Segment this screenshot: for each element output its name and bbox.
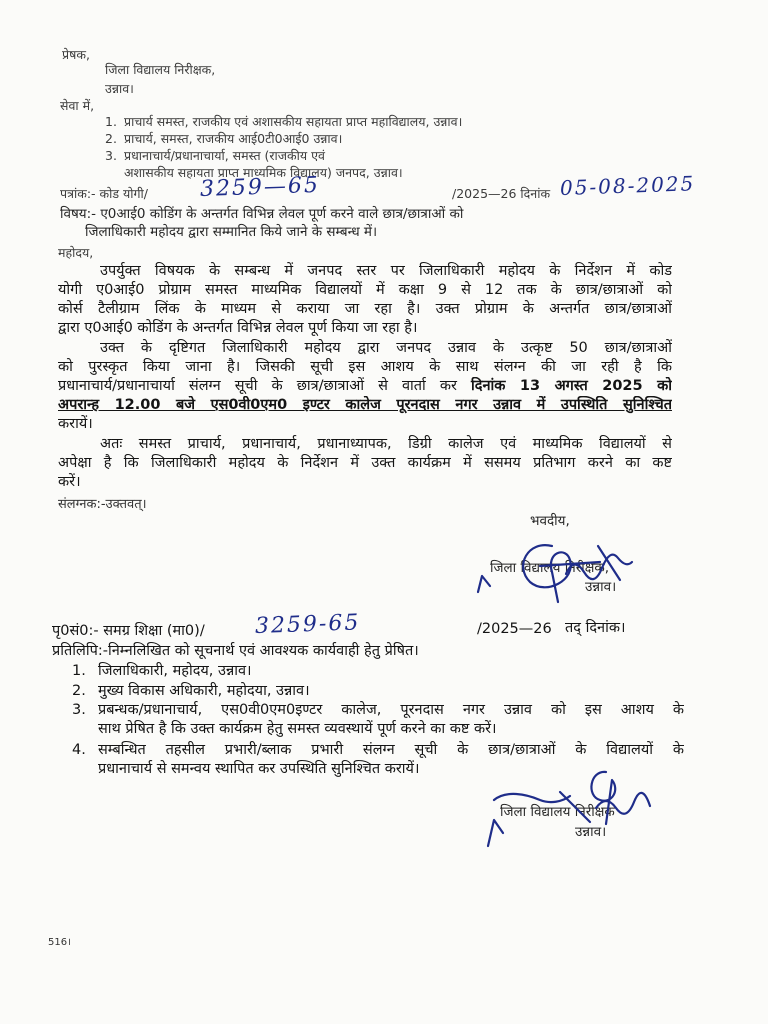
body-line: उपर्युक्त विषयक के सम्बन्ध में जनपद स्तर पर जिलाधिकारी महोदय के निर्देशन में कोड	[100, 263, 672, 279]
copy-item-number: 3.	[72, 702, 86, 718]
body-line-text: प्रधानाचार्य/प्रधानाचार्या संलग्न सूची के छात्र/छात्राओं से वार्ता कर	[58, 378, 457, 394]
endorsement-date-text: तद् दिनांक।	[565, 620, 626, 636]
body-line: योगी ए0आई0 प्रोग्राम समस्त माध्यमिक विद्यालयों में कक्षा 9 से 12 तक के छात्र/छात्राओं को	[58, 282, 672, 298]
addressee-label: सेवा में,	[60, 98, 95, 113]
subject-continuation: जिलाधिकारी महोदय द्वारा सम्मानित किये जाने के सम्बन्ध में।	[85, 224, 378, 240]
addressee-item-text: प्राचार्य, समस्त, राजकीय आई0टी0आई0 उन्नाव।	[124, 131, 343, 146]
subject-line: विषय:- ए0आई0 कोडिंग के अन्तर्गत विभिन्न लेवल पूर्ण करने वाले छात्र/छात्राओं को	[60, 206, 464, 222]
addressee-item-number: 3.	[105, 148, 117, 163]
endorsement-prefix: पृ0सं0:- समग्र शिक्षा (मा0)/	[52, 623, 205, 639]
copy-item-number: 2.	[72, 683, 86, 699]
copy-item-number: 4.	[72, 742, 86, 758]
signatory-designation: जिला विद्यालय निरीक्षक	[500, 804, 615, 820]
meeting-date: दिनांक 13 अगस्त 2025 को	[471, 378, 672, 394]
copy-item-text: मुख्य विकास अधिकारी, महोदया, उन्नाव।	[98, 683, 310, 699]
closing-designation: जिला विद्यालय निरीक्षक,	[490, 560, 610, 576]
body-line: करें।	[58, 474, 81, 490]
salutation: महोदय,	[58, 245, 94, 260]
addressee-item-text: प्राचार्य समस्त, राजकीय एवं अशासकीय सहायता प्राप्त महाविद्यालय, उन्नाव।	[124, 114, 463, 129]
reference-date-handwritten: 05-08-2025	[559, 171, 696, 200]
sender-label: प्रेषक,	[62, 47, 90, 62]
sender-place: उन्नाव।	[105, 81, 134, 96]
addressee-item-number: 1.	[105, 114, 117, 129]
addressee-item-number: 2.	[105, 131, 117, 146]
body-line: कोर्स टैलीग्राम लिंक के माध्यम से कराया जा रहा है। उक्त प्रोग्राम के अन्तर्गत छात्र/छात्राओं	[58, 301, 672, 317]
body-line: द्वारा ए0आई0 कोडिंग के अन्तर्गत विभिन्न लेवल पूर्ण किया जा रहा है।	[58, 320, 418, 336]
reference-number-handwritten: 3259—65	[199, 172, 321, 202]
copy-item-text: जिलाधिकारी, महोदय, उन्नाव।	[98, 663, 252, 679]
body-line: अपेक्षा है कि जिलाधिकारी महोदय के निर्देशन में उक्त कार्यक्रम में ससमय प्रतिभाग करने का कष्ट	[58, 455, 672, 471]
reference-session: /2025—26 दिनांक	[452, 186, 551, 201]
closing-regards: भवदीय,	[530, 513, 570, 529]
addressee-item-text: प्रधानाचार्य/प्रधानाचार्या, समस्त (राजकीय एवं	[124, 148, 325, 163]
copy-item-continuation: साथ प्रेषित है कि उक्त कार्यक्रम हेतु समस्त व्यवस्थायें पूर्ण करने का कष्ट करें।	[98, 721, 497, 737]
sender-designation: जिला विद्यालय निरीक्षक,	[105, 62, 216, 77]
body-line: अतः समस्त प्राचार्य, प्रधानाचार्य, प्रधानाध्यापक, डिग्री कालेज एवं माध्यमिक विद्यालयों से	[100, 436, 672, 452]
endorsement-number-handwritten: 3259-65	[254, 610, 361, 639]
copy-item-text: प्रबन्धक/प्रधानाचार्य, एस0वी0एम0इण्टर कालेज, पूरनदास नगर उन्नाव को इस आशय के	[98, 702, 684, 718]
body-line: को पुरस्कृत किया जाना है। जिसकी सूची इस आशय के साथ संलग्न की जा रही है कि	[58, 359, 672, 375]
closing-place: उन्नाव।	[585, 579, 617, 595]
meeting-venue-line: अपरान्ह 12.00 बजे एस0वी0एम0 इण्टर कालेज पूरनदास नगर उन्नाव में उपस्थिति सुनिश्चित	[58, 397, 672, 413]
copy-item-continuation: प्रधानाचार्य से समन्वय स्थापित कर उपस्थिति सुनिश्चित करायें।	[98, 761, 420, 777]
copy-to-heading: प्रतिलिपि:-निम्नलिखित को सूचनार्थ एवं आवश्यक कार्यवाही हेतु प्रेषित।	[52, 643, 419, 659]
body-line: उक्त के दृष्टिगत जिलाधिकारी महोदय द्वारा जनपद उन्नाव के उत्कृष्ट 50 छात्र/छात्राओं	[100, 340, 672, 356]
enclosure: संलग्नक:-उक्तवत्।	[58, 497, 147, 512]
copy-item-text: सम्बन्धित तहसील प्रभारी/ब्लाक प्रभारी संलग्न सूची के छात्र/छात्राओं के विद्यालयों के	[98, 742, 684, 758]
reference-prefix: पत्रांक:- कोड योगी/	[60, 186, 149, 201]
signatory-place: उन्नाव।	[575, 824, 607, 840]
body-line: करायें।	[58, 416, 93, 432]
endorsement-session: /2025—26	[477, 621, 552, 637]
addressee-item-continuation: अशासकीय सहायता प्राप्त माध्यमिक विद्यालय) जनपद, उन्नाव।	[124, 165, 403, 180]
body-line-with-date	[58, 377, 672, 396]
footer-code: 516।	[48, 937, 71, 948]
copy-item-number: 1.	[72, 663, 86, 679]
